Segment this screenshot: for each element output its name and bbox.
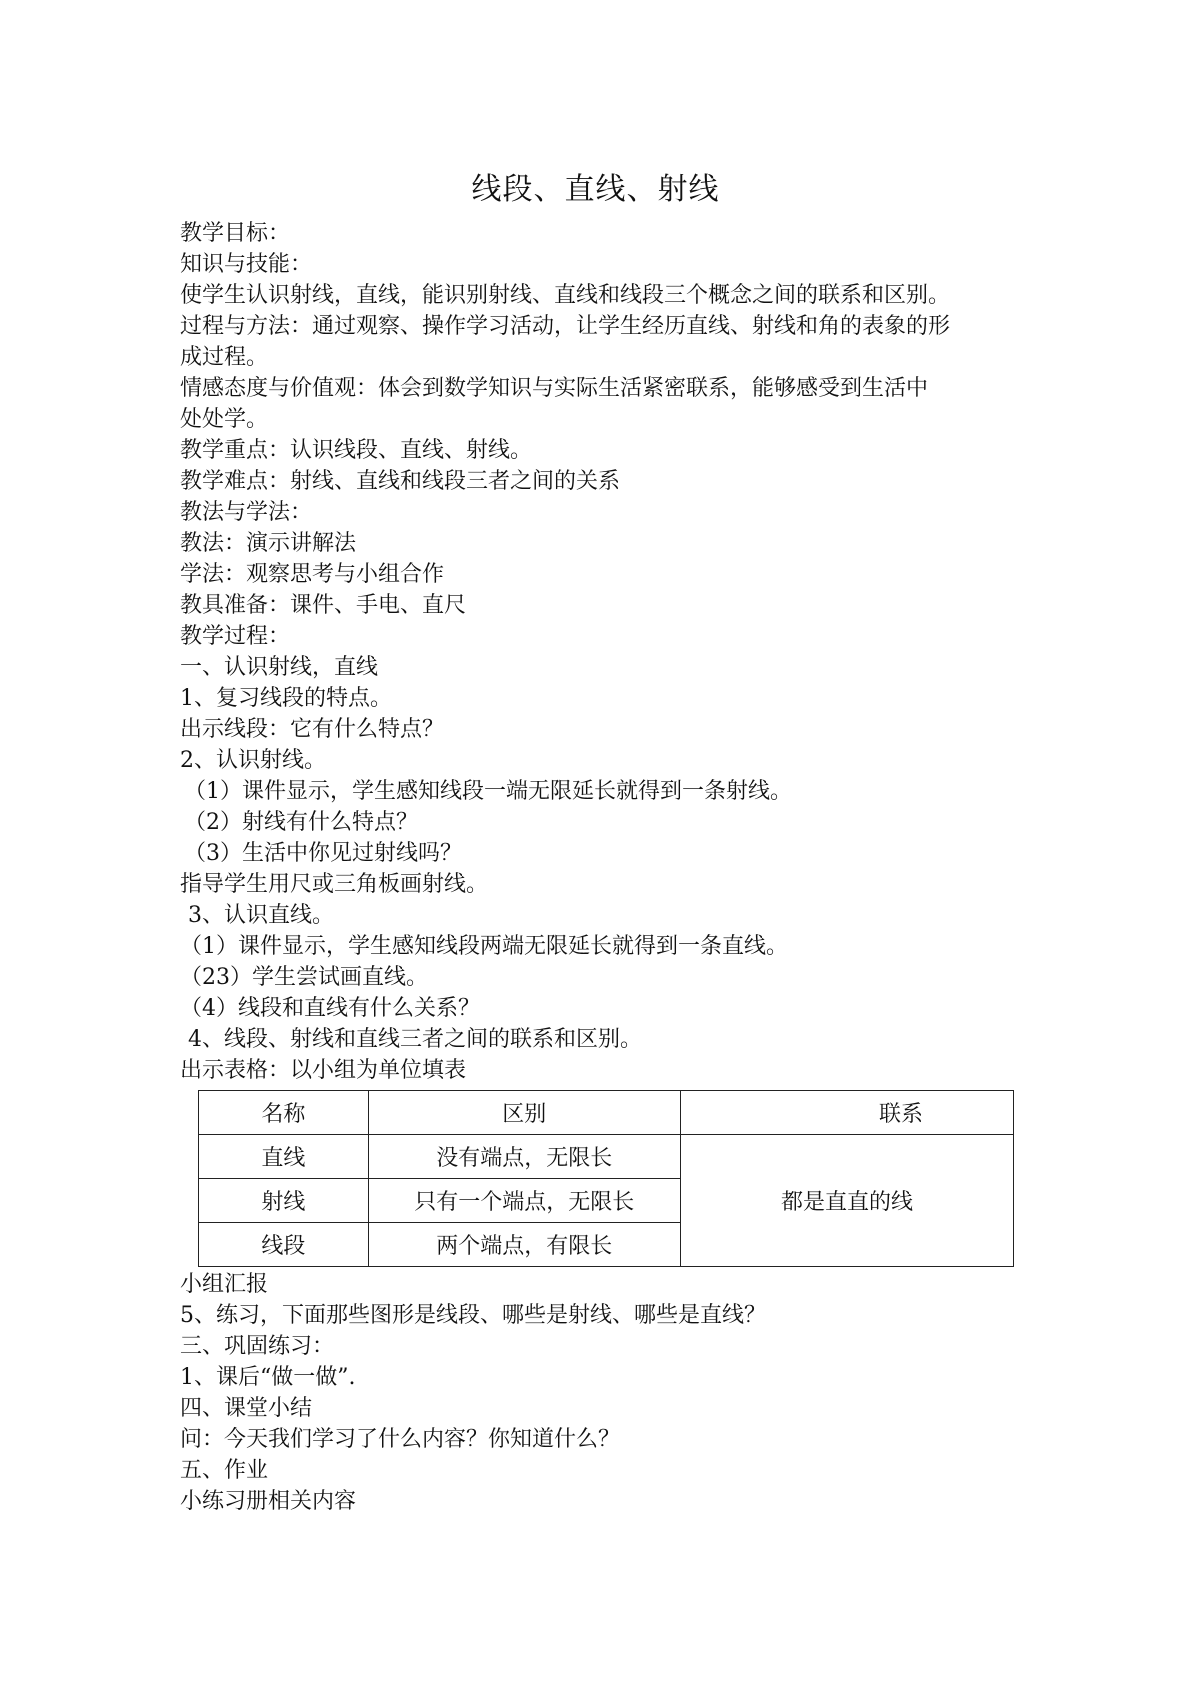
- text-line: 一、认识射线，直线: [180, 655, 379, 680]
- text-line: 3、认识直线。: [188, 903, 334, 928]
- text-line: 四、课堂小结: [180, 1396, 313, 1421]
- table-cell: 射线: [199, 1179, 369, 1223]
- text-line: 知识与技能：: [180, 252, 313, 277]
- lesson-body: [180, 218, 1020, 1517]
- table-header-cell: 区别: [368, 1091, 680, 1135]
- text-line: 学法：观察思考与小组合作: [180, 562, 445, 587]
- table-cell: 只有一个端点，无限长: [368, 1179, 680, 1223]
- text-line: 三、巩固练习：: [180, 1334, 335, 1359]
- table-header-cell: 联系: [680, 1091, 1013, 1135]
- text-line: 教学重点：认识线段、直线、射线。: [180, 438, 533, 463]
- text-line: 出示表格：以小组为单位填表: [180, 1058, 467, 1083]
- table-merged-cell: 都是直直的线: [680, 1135, 1013, 1267]
- comparison-table: [198, 1090, 1014, 1267]
- text-line: 教学目标：: [180, 221, 291, 246]
- table-cell: 没有端点，无限长: [368, 1135, 680, 1179]
- text-line: 5、练习，下面那些图形是线段、哪些是射线、哪些是直线？: [180, 1303, 766, 1328]
- text-line: 问：今天我们学习了什么内容？你知道什么？: [180, 1427, 621, 1452]
- text-line: （3）生活中你见过射线吗？: [184, 841, 462, 866]
- text-line: 1、复习线段的特点。: [180, 686, 392, 711]
- text-line: 过程与方法：通过观察、操作学习活动，让学生经历直线、射线和角的表象的形: [180, 314, 951, 339]
- text-line: 教法：演示讲解法: [180, 531, 357, 556]
- text-line: 教学难点：射线、直线和线段三者之间的关系: [180, 469, 621, 494]
- table-cell: 线段: [199, 1223, 369, 1267]
- text-line: 教法与学法：: [180, 500, 313, 525]
- text-line: 小练习册相关内容: [180, 1489, 357, 1514]
- text-line: （1）课件显示，学生感知线段一端无限延长就得到一条射线。: [184, 779, 792, 804]
- text-line: 处处学。: [180, 407, 269, 432]
- text-line: 1、课后“做一做”.: [180, 1365, 356, 1390]
- text-line: 成过程。: [180, 345, 269, 370]
- table-header-row: [199, 1091, 1014, 1135]
- table-cell: 直线: [199, 1135, 369, 1179]
- text-line: （1）课件显示，学生感知线段两端无限延长就得到一条直线。: [180, 934, 788, 959]
- text-line: 出示线段：它有什么特点？: [180, 717, 445, 742]
- table-cell: 两个端点，有限长: [368, 1223, 680, 1267]
- text-line: 指导学生用尺或三角板画射线。: [180, 872, 489, 897]
- text-line: 小组汇报: [180, 1272, 269, 1297]
- text-line: 2、认识射线。: [180, 748, 326, 773]
- table-header-cell: 名称: [199, 1091, 369, 1135]
- text-line: 4、线段、射线和直线三者之间的联系和区别。: [188, 1027, 642, 1052]
- table-row: [199, 1135, 1014, 1179]
- text-line: （23）学生尝试画直线。: [180, 965, 428, 990]
- text-line: （2）射线有什么特点？: [184, 810, 418, 835]
- text-line: （4）线段和直线有什么关系？: [180, 996, 480, 1021]
- page-title: 线段、直线、射线: [471, 172, 720, 207]
- text-line: 使学生认识射线，直线，能识别射线、直线和线段三个概念之间的联系和区别。: [180, 283, 951, 308]
- text-line: 教具准备：课件、手电、直尺: [180, 593, 467, 618]
- text-line: 情感态度与价值观：体会到数学知识与实际生活紧密联系，能够感受到生活中: [180, 376, 929, 401]
- text-line: 教学过程：: [180, 624, 291, 649]
- text-line: 五、作业: [180, 1458, 269, 1483]
